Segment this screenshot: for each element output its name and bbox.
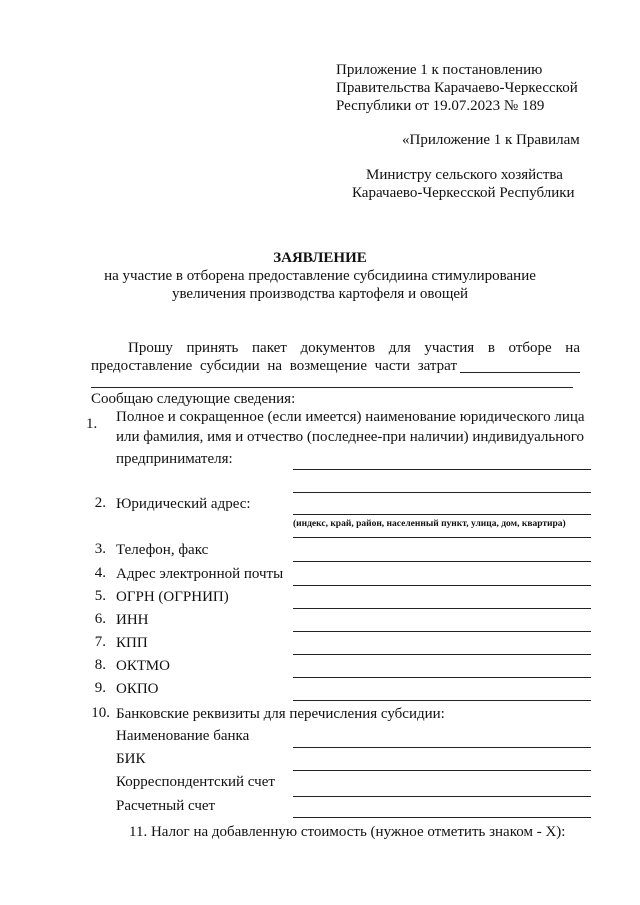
item-9-number: 9.: [94, 680, 106, 696]
item-6-number: 6.: [94, 611, 106, 627]
intro-line-1: Прошу принять пакет документов для участия в отборе на: [128, 340, 580, 356]
item-2-input-line-2[interactable]: [293, 537, 591, 538]
kpp-input-line[interactable]: [293, 654, 591, 655]
document-subtitle-line-1: на участие в отборена предоставление субсидиина стимулирование: [104, 268, 536, 284]
item-7-number: 7.: [94, 634, 106, 650]
item-3-number: 3.: [94, 541, 106, 557]
header-line-2: Правительства Карачаево-Черкесской: [336, 80, 578, 96]
item-7-label: КПП: [116, 635, 148, 651]
info-heading: Сообщаю следующие сведения:: [91, 391, 296, 407]
item-1-input-line-1[interactable]: [293, 469, 591, 470]
phone-fax-input-line[interactable]: [293, 561, 591, 562]
header-line-1: Приложение 1 к постановлению: [336, 62, 543, 78]
header-line-3: Республики от 19.07.2023 № 189: [336, 98, 545, 114]
item-3-label: Телефон, факс: [116, 542, 209, 558]
bank-name-label: Наименование банка: [116, 728, 250, 744]
item-1-line-2: или фамилия, имя и отчество (последнее-при наличии) индивидуального: [116, 429, 585, 445]
item-2-address-hint: (индекс, край, район, населенный пункт, улица, дом, квартира): [293, 519, 566, 529]
item-10-number: 10.: [91, 705, 110, 721]
item-4-label: Адрес электронной почты: [116, 566, 284, 582]
item-4-number: 4.: [94, 565, 106, 581]
bik-input-line[interactable]: [293, 770, 591, 771]
email-input-line[interactable]: [293, 585, 591, 586]
account-input-line[interactable]: [293, 817, 591, 818]
item-9-label: ОКПО: [116, 681, 159, 697]
item-11-vat: 11. Налог на добавленную стоимость (нужное отметить знаком - Х):: [129, 824, 566, 840]
inn-input-line[interactable]: [293, 631, 591, 632]
item-8-label: ОКТМО: [116, 658, 170, 674]
item-1-number: 1.: [86, 416, 98, 432]
item-5-number: 5.: [94, 588, 106, 604]
item-1-input-line-2[interactable]: [293, 492, 591, 493]
corr-account-label: Корреспондентский счет: [116, 774, 275, 790]
ogrn-input-line[interactable]: [293, 608, 591, 609]
item-2-label: Юридический адрес:: [116, 496, 251, 512]
costs-continuation-line[interactable]: [91, 387, 573, 388]
corr-account-input-line[interactable]: [293, 796, 591, 797]
item-1-line-1: Полное и сокращенное (если имеется) наименование юридического лица: [116, 409, 585, 425]
bik-label: БИК: [116, 751, 146, 767]
bank-name-input-line[interactable]: [293, 747, 591, 748]
item-1-line-3: предпринимателя:: [116, 451, 233, 467]
intro-line-2: предоставление субсидии на возмещение части затрат: [91, 358, 457, 374]
oktmo-input-line[interactable]: [293, 677, 591, 678]
item-8-number: 8.: [94, 657, 106, 673]
item-2-input-line[interactable]: [293, 514, 591, 515]
document-title: ЗАЯВЛЕНИЕ: [273, 250, 367, 266]
costs-input-line[interactable]: [460, 372, 580, 373]
addressee-line-1: Министру сельского хозяйства: [366, 167, 563, 183]
item-10-label: Банковские реквизиты для перечисления субсидии:: [116, 706, 445, 722]
addressee-line-2: Карачаево-Черкесской Республики: [352, 185, 575, 201]
document-subtitle-line-2: увеличения производства картофеля и овощей: [171, 286, 469, 302]
item-2-number: 2.: [94, 495, 106, 511]
item-6-label: ИНН: [116, 612, 149, 628]
item-5-label: ОГРН (ОГРНИП): [116, 589, 229, 605]
account-label: Расчетный счет: [116, 798, 216, 814]
okpo-input-line[interactable]: [293, 700, 591, 701]
appendix-reference: «Приложение 1 к Правилам: [402, 132, 580, 148]
